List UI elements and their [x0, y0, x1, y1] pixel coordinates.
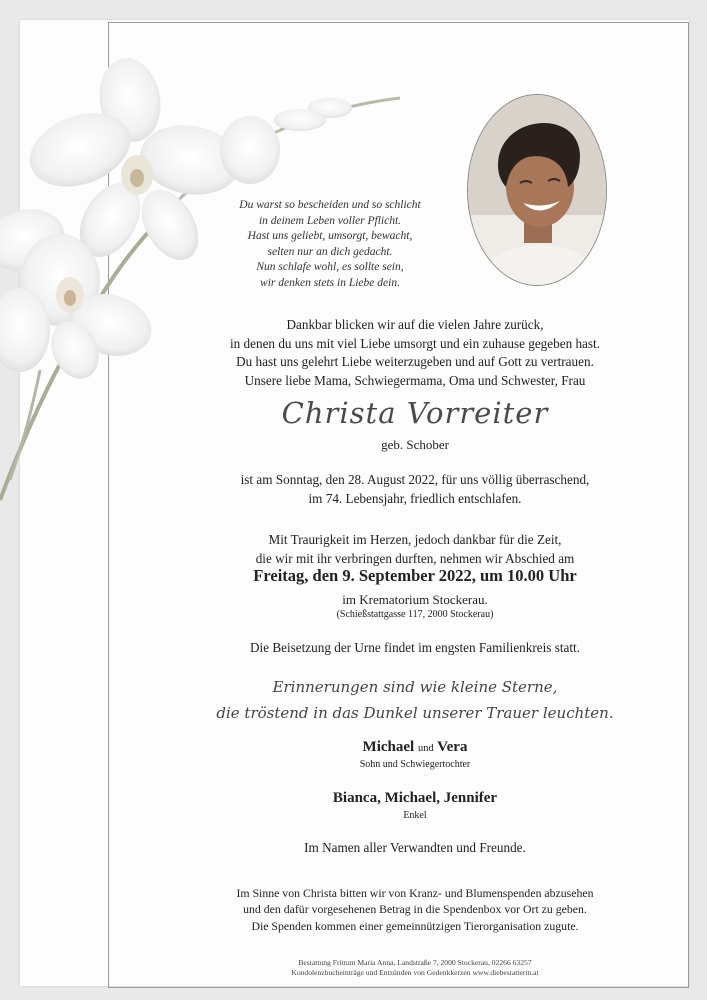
farewell-line: die wir mit ihr verbringen durften, nehmen wir Abschied am	[255, 550, 575, 566]
ceremony-date: Freitag, den 9. September 2022, um 10.00 Uhr	[253, 566, 577, 585]
poem-line: Du warst so bescheiden und so schlicht	[239, 199, 421, 211]
family-name: Vera	[437, 739, 468, 755]
donation-wish	[140, 885, 690, 934]
family-names	[140, 739, 690, 756]
portrait-icon	[468, 95, 606, 285]
family-role: Enkel	[403, 810, 427, 821]
wish-line: Die Spenden kommen einer gemeinnützigen Tierorganisation zugute.	[251, 918, 579, 933]
poem-line: wir denken stets in Liebe dein.	[260, 276, 400, 289]
poem	[210, 198, 450, 292]
ceremony-address: (Schießstattgasse 117, 2000 Stockerau)	[336, 609, 494, 620]
poem-line: in deinem Leben voller Pflicht.	[258, 214, 402, 227]
poem-line: Hast uns geliebt, umsorgt, bewacht,	[247, 230, 413, 243]
family-joiner: und	[417, 743, 434, 754]
family-role: Sohn und Schwiegertochter	[359, 759, 471, 770]
death-notice	[140, 471, 690, 508]
poem-line: selten nur an dich gedacht.	[267, 245, 393, 258]
wish-line: und den dafür vorgesehenen Betrag in die Spendenbox vor Ort zu geben.	[243, 902, 587, 917]
footer-line: Bestattung Frittum Maria Anna, Landstraße 7, 2000 Stockerau, 02266 63257	[298, 958, 532, 967]
maiden-name: geb. Schober	[381, 437, 449, 452]
quote-line: die tröstend in das Dunkel unserer Trauer leuchten.	[216, 704, 614, 722]
farewell-line: Mit Traurigkeit im Herzen, jedoch dankbar für die Zeit,	[268, 532, 562, 547]
family-group-grandchildren	[140, 790, 690, 821]
intro-text	[140, 316, 690, 390]
memorial-quote	[140, 674, 690, 726]
intro-line: Du hast uns gelehrt Liebe weiterzugeben und auf Gott zu vertrauen.	[236, 354, 594, 370]
quote-line: Erinnerungen sind wie kleine Sterne,	[272, 678, 558, 696]
portrait-photo	[467, 94, 607, 286]
death-notice-line: im 74. Lebensjahr, friedlich entschlafen.	[308, 490, 522, 506]
farewell-text	[140, 531, 690, 568]
wish-line: Im Sinne von Christa bitten wir von Kranz- und Blumenspenden abzusehen	[236, 886, 594, 900]
family-names: Bianca, Michael, Jennifer	[332, 790, 498, 806]
family-group-son	[140, 739, 690, 770]
footer-line: Kondolenzbucheinträge und Entzünden von Gedenkkerzen www.diebestatterin.at	[291, 968, 539, 978]
intro-line: Unsere liebe Mama, Schwiegermama, Oma und Schwester, Frau	[244, 372, 586, 388]
family-name: Michael	[362, 739, 415, 755]
ceremony-place: im Krematorium Stockerau.	[342, 592, 488, 607]
death-notice-line: ist am Sonntag, den 28. August 2022, für uns völlig überraschend,	[240, 472, 590, 487]
undertaker-footer	[140, 958, 690, 979]
deceased-name: Christa Vorreiter	[281, 396, 549, 430]
poem-line: Nun schlafe wohl, es sollte sein,	[256, 261, 404, 274]
burial-notice: Die Beisetzung der Urne findet im engsten Familienkreis statt.	[250, 640, 580, 655]
relatives-line: Im Namen aller Verwandten und Freunde.	[304, 840, 526, 855]
intro-line: Dankbar blicken wir auf die vielen Jahre zurück,	[286, 317, 544, 332]
intro-line: in denen du uns mit viel Liebe umsorgt und ein zuhause gegeben hast.	[229, 335, 601, 351]
